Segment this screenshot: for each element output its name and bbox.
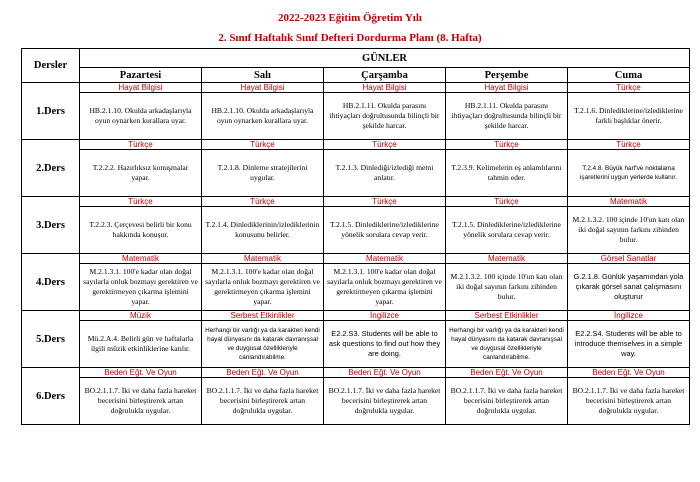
lesson-cell: [202, 140, 324, 197]
objective-text: M.2.1.3.1. 100'e kadar olan doğal sayılarla onluk bozmayı gerektiren ve gerektirmeyen çıkarma işlemini yapar.: [83, 267, 198, 306]
subject-label: Türkçe: [568, 83, 689, 93]
lesson-cell: [324, 83, 446, 140]
objective-text: M.2.1.3.1. 100'e kadar olan doğal sayılarla onluk bozmayı gerektiren ve gerektirmeyen çıkarma işlemini yapar.: [205, 267, 320, 306]
subject-label: Matematik: [80, 254, 201, 264]
lesson-cell: [202, 311, 324, 368]
subject-label: İngilizce: [324, 311, 445, 321]
subject-label: Türkçe: [80, 140, 201, 150]
lesson-row: [22, 368, 690, 425]
objective-text: Herhangi bir varlığı ya da karakteri kendi hayal dünyasını da katarak davranışsal ve duygusal özellikleriyle canlandırabilme.: [205, 327, 320, 361]
lesson-cell: [202, 254, 324, 311]
subject-label: Türkçe: [324, 197, 445, 207]
lesson-cell: [568, 197, 690, 254]
lesson-cell: [568, 368, 690, 425]
lesson-row: [22, 311, 690, 368]
lesson-row: [22, 140, 690, 197]
lesson-row: [22, 197, 690, 254]
dersler-header: Dersler: [22, 49, 80, 83]
lesson-row: [22, 83, 690, 140]
objective-text: E2.2.S3. Students will be able to ask questions to find out how they are doing.: [328, 329, 441, 358]
lesson-cell: [80, 311, 202, 368]
lesson-label: 3.Ders: [22, 197, 80, 254]
objective-text: M.2.1.3.2. 100 içinde 10'un katı olan iki doğal sayının farkını zihinden bulur.: [572, 215, 685, 244]
subject-label: Matematik: [446, 254, 567, 264]
gunler-header: GÜNLER: [80, 49, 690, 68]
subject-label: Türkçe: [446, 197, 567, 207]
lesson-cell: [446, 140, 568, 197]
lesson-cell: [324, 254, 446, 311]
objective-text: BO.2.1.1.7. İki ve daha fazla hareket becerisini birleştirerek artan doğrulukla uygular.: [84, 386, 197, 415]
objective-text: T.2.1.3. Dinlediği/izlediği metni anlatır.: [335, 163, 434, 182]
lesson-cell: [202, 83, 324, 140]
subject-label: Serbest Etkinlikler: [446, 311, 567, 321]
lesson-cell: [324, 368, 446, 425]
subject-label: Matematik: [324, 254, 445, 264]
subject-label: Serbest Etkinlikler: [202, 311, 323, 321]
day-header-cuma: Cuma: [568, 68, 690, 83]
objective-text: HB.2.1.11. Okulda parasını ihtiyaçları doğrultusunda bilinçli bir şekilde harcar.: [451, 101, 562, 130]
day-header-carsamba: Çarşamba: [324, 68, 446, 83]
subject-label: Müzik: [80, 311, 201, 321]
objective-text: T.2.4.8. Büyük harf've noktalama işaretlerini uygun yerlerde kullanır.: [580, 165, 677, 181]
lesson-cell: [80, 197, 202, 254]
lesson-cell: [80, 83, 202, 140]
lesson-label: 6.Ders: [22, 368, 80, 425]
objective-text: HB.2.1.10. Okulda arkadaşlarıyla oyun oynarken kurallara uyar.: [211, 106, 314, 125]
subject-label: Türkçe: [324, 140, 445, 150]
day-header-persembe: Perşembe: [446, 68, 568, 83]
objective-text: T.2.1.5. Dinlediklerine/izlediklerine yönelik sorulara cevap verir.: [452, 220, 561, 239]
subject-label: Beden Eğt. Ve Oyun: [202, 368, 323, 378]
subject-label: Beden Eğt. Ve Oyun: [446, 368, 567, 378]
objective-text: T.2.2.2. Hazırlıksız konuşmalar yapar.: [92, 163, 189, 182]
lesson-cell: [80, 254, 202, 311]
objective-text: T.2.3.9. Kelimelerin eş anlamlılarını tahmin eder.: [451, 163, 562, 182]
lesson-cell: [324, 197, 446, 254]
objective-text: BO.2.1.1.7. İki ve daha fazla hareket becerisini birleştirerek artan doğrulukla uygular.: [572, 386, 685, 415]
objective-text: T.2.1.5. Dinlediklerine/izlediklerine yönelik sorulara cevap verir.: [330, 220, 439, 239]
lesson-cell: [324, 140, 446, 197]
subject-label: Hayat Bilgisi: [80, 83, 201, 93]
lesson-cell: [568, 311, 690, 368]
objective-text: M.2.1.3.1. 100'e kadar olan doğal sayılarla onluk bozmayı gerektiren ve gerektirmeyen çıkarma işlemini yapar.: [327, 267, 442, 306]
subject-label: Beden Eğt. Ve Oyun: [80, 368, 201, 378]
subject-label: Hayat Bilgisi: [446, 83, 567, 93]
lesson-cell: [202, 197, 324, 254]
lesson-cell: [446, 83, 568, 140]
lesson-label: 1.Ders: [22, 83, 80, 140]
subject-label: Matematik: [568, 197, 689, 207]
lesson-cell: [80, 140, 202, 197]
objective-text: T.2.2.3. Çerçevesi belirli bir konu hakkında konuşur.: [89, 220, 192, 239]
lesson-cell: [446, 311, 568, 368]
lesson-row: [22, 254, 690, 311]
subject-label: Türkçe: [80, 197, 201, 207]
objective-text: HB.2.1.11. Okulda parasını ihtiyaçları doğrultusunda bilinçli bir şekilde harcar.: [329, 101, 440, 130]
objective-text: BO.2.1.1.7. İki ve daha fazla hareket becerisini birleştirerek artan doğrulukla uygular.: [206, 386, 319, 415]
lesson-label: 5.Ders: [22, 311, 80, 368]
objective-text: M.2.1.3.2. 100 içinde 10'un katı olan iki doğal sayının farkını zihinden bulur.: [450, 272, 563, 301]
subject-label: Türkçe: [568, 140, 689, 150]
objective-text: BO.2.1.1.7. İki ve daha fazla hareket becerisini birleştirerek artan doğrulukla uygular.: [450, 386, 563, 415]
lesson-cell: [80, 368, 202, 425]
schedule-table: [21, 48, 690, 425]
lesson-cell: [446, 254, 568, 311]
subject-label: Görsel Sanatlar: [568, 254, 689, 264]
objective-text: BO.2.1.1.7. İki ve daha fazla hareket becerisini birleştirerek artan doğrulukla uygular.: [328, 386, 441, 415]
lesson-cell: [568, 140, 690, 197]
lesson-cell: [202, 368, 324, 425]
subject-label: Hayat Bilgisi: [324, 83, 445, 93]
day-header-sali: Salı: [202, 68, 324, 83]
page-subtitle: 2. Sınıf Haftalık Sınıf Defteri Dordurma Planı (8. Hafta): [218, 32, 482, 44]
subject-label: Beden Eğt. Ve Oyun: [568, 368, 689, 378]
subject-label: Türkçe: [202, 197, 323, 207]
objective-text: T.2.1.6. Dinlediklerine/izlediklerine farklı başlıklar önerir.: [574, 106, 683, 125]
subject-label: Türkçe: [446, 140, 567, 150]
subject-label: İngilizce: [568, 311, 689, 321]
lesson-cell: [446, 368, 568, 425]
lesson-cell: [568, 83, 690, 140]
objective-text: Herhangi bir varlığı ya da karakteri kendi hayal dünyasını da katarak davranışsal ve duygusal özellikleriyle canlandırabilme.: [449, 327, 564, 361]
lesson-label: 4.Ders: [22, 254, 80, 311]
lesson-cell: [446, 197, 568, 254]
page-title: 2022-2023 Eğitim Öğretim Yılı: [278, 12, 422, 24]
objective-text: HB.2.1.10. Okulda arkadaşlarıyla oyun oynarken kurallara uyar.: [89, 106, 192, 125]
objective-text: T.2.1.4. Dinlediklerinin/izlediklerinin konusunu belirler.: [205, 220, 320, 239]
lesson-cell: [324, 311, 446, 368]
objective-text: G.2.1.8. Günlük yaşamından yola çıkarak görsel sanat çalışmasını oluşturur: [573, 272, 684, 301]
lesson-label: 2.Ders: [22, 140, 80, 197]
subject-label: Türkçe: [202, 140, 323, 150]
subject-label: Matematik: [202, 254, 323, 264]
day-header-pazartesi: Pazartesi: [80, 68, 202, 83]
objective-text: T.2.1.8. Dinleme stratejilerini uygular.: [217, 163, 308, 182]
objective-text: Mü.2.A.4. Belirli gün ve haftalarla ilgili müzik etkinliklerine katılır.: [87, 334, 194, 353]
subject-label: Beden Eğt. Ve Oyun: [324, 368, 445, 378]
lesson-cell: [568, 254, 690, 311]
subject-label: Hayat Bilgisi: [202, 83, 323, 93]
objective-text: E2.2.S4. Students will be able to introduce themselves in a simple way.: [574, 329, 683, 358]
